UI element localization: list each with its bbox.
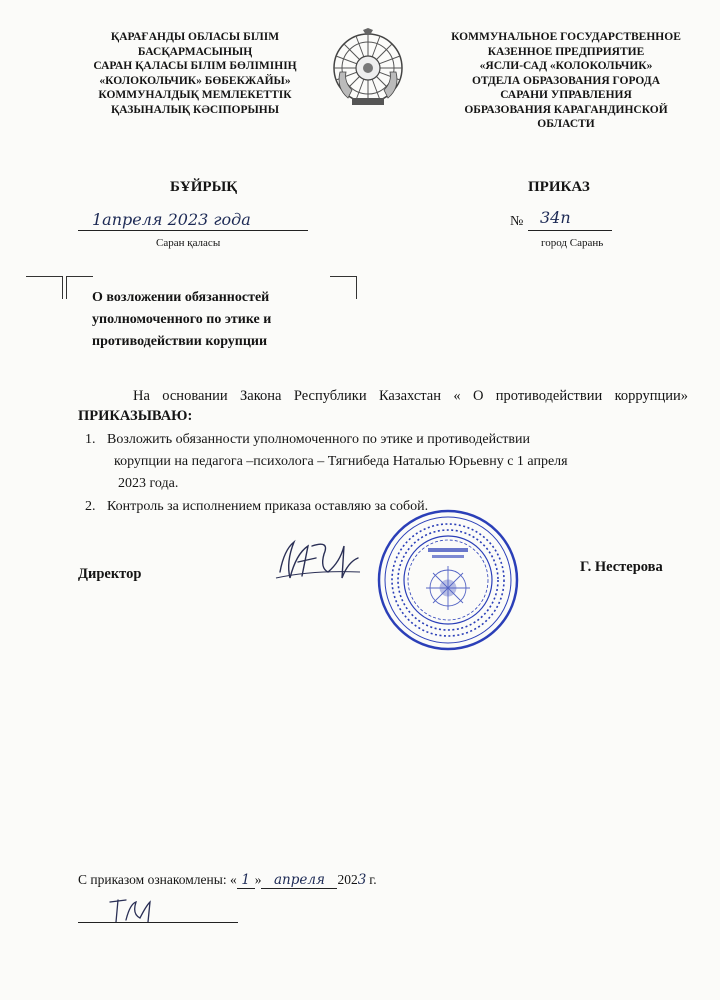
header-ru-line: КАЗЕННОЕ ПРЕДПРИЯТИЕ (487, 45, 645, 58)
header-kz-line: ҚАЗЫНАЛЫҚ КӘСІПОРЫНЫ (110, 103, 280, 116)
header-ru-line: «ЯСЛИ-САД «КОЛОКОЛЬЧИК» (479, 60, 653, 72)
ack-year-digit: 3 (357, 872, 367, 888)
subject-line: О возложении обязанностей (92, 290, 270, 305)
number-underline (528, 230, 612, 231)
header-ru-line: КОММУНАЛЬНОЕ ГОСУДАРСТВЕННОЕ (451, 31, 681, 43)
bracket-left-outer (26, 276, 63, 299)
header-kz-line: «КОЛОКОЛЬЧИК» БӨБЕКЖАЙЫ» (99, 74, 291, 87)
bracket-left-inner (66, 276, 93, 299)
intro-bold: ПРИКАЗЫВАЮ: (78, 408, 193, 424)
acknowledgement-line (78, 872, 377, 889)
list-item (85, 430, 530, 450)
ack-day: 1 (237, 872, 255, 889)
item2-line1: Контроль за исполнением приказа оставляю за собой. (107, 499, 429, 514)
intro-text: На основании Закона Республики Казахстан « О противодействии коррупции» (133, 388, 688, 404)
item1-line3: 2023 года. (118, 476, 179, 491)
ack-mid: » (254, 872, 262, 887)
number-symbol: № (510, 214, 524, 229)
item1-line2: корупции на педагога –психолога – Тягнибеда Наталью Юрьевну с 1 апреля (114, 454, 568, 469)
order-title-ru: ПРИКАЗ (528, 179, 590, 195)
director-name: Г. Нестерова (580, 559, 663, 575)
order-number: 34п (540, 208, 571, 227)
item2-num: 2. (85, 499, 96, 514)
order-title-kz: БҰЙРЫҚ (170, 179, 238, 195)
header-ru-line: ОБЛАСТИ (537, 118, 595, 130)
state-emblem-icon (330, 28, 406, 112)
header-ru-line: ОТДЕЛА ОБРАЗОВАНИЯ ГОРОДА (471, 74, 661, 87)
item1-line1: Возложить обязанности уполномоченного по этике и противодействии (107, 432, 530, 447)
ack-year-prefix: 202 (337, 872, 358, 887)
header-ru-line: САРАНИ УПРАВЛЕНИЯ (500, 89, 632, 101)
date-underline (78, 230, 308, 231)
bracket-right (330, 276, 357, 299)
employee-signature-line (78, 922, 238, 923)
order-date: 1апреля 2023 года (92, 210, 251, 229)
place-ru: город Сарань (541, 237, 604, 249)
subject-line: противодействии корупции (92, 334, 268, 349)
header-kz-line: ҚАРАҒАНДЫ ОБЛАСЫ БІЛІМ (110, 31, 280, 43)
header-kz-line: КОММУНАЛДЫҚ МЕМЛЕКЕТТІК (98, 89, 292, 101)
subject-line: уполномоченного по этике и (92, 312, 272, 327)
body-intro (78, 386, 688, 426)
header-russian (450, 30, 682, 132)
order-subject (92, 287, 271, 353)
header-kz-line: БАСҚАРМАСЫНЫҢ (137, 45, 253, 58)
item1-num: 1. (85, 432, 96, 447)
header-kz-line: САРАН ҚАЛАСЫ БІЛІМ БӨЛІМІНІҢ (93, 60, 297, 72)
ack-prefix: С приказом ознакомлены: « (78, 872, 237, 887)
ack-suffix: г. (369, 872, 377, 887)
handwritten-signature-icon (272, 532, 362, 588)
ack-month: апреля (261, 872, 337, 889)
official-seal-icon (376, 508, 520, 652)
place-kz: Саран қаласы (156, 237, 221, 249)
director-label: Директор (78, 566, 142, 582)
header-kazakh (82, 30, 308, 117)
header-ru-line: ОБРАЗОВАНИЯ КАРАГАНДИНСКОЙ (464, 103, 668, 116)
